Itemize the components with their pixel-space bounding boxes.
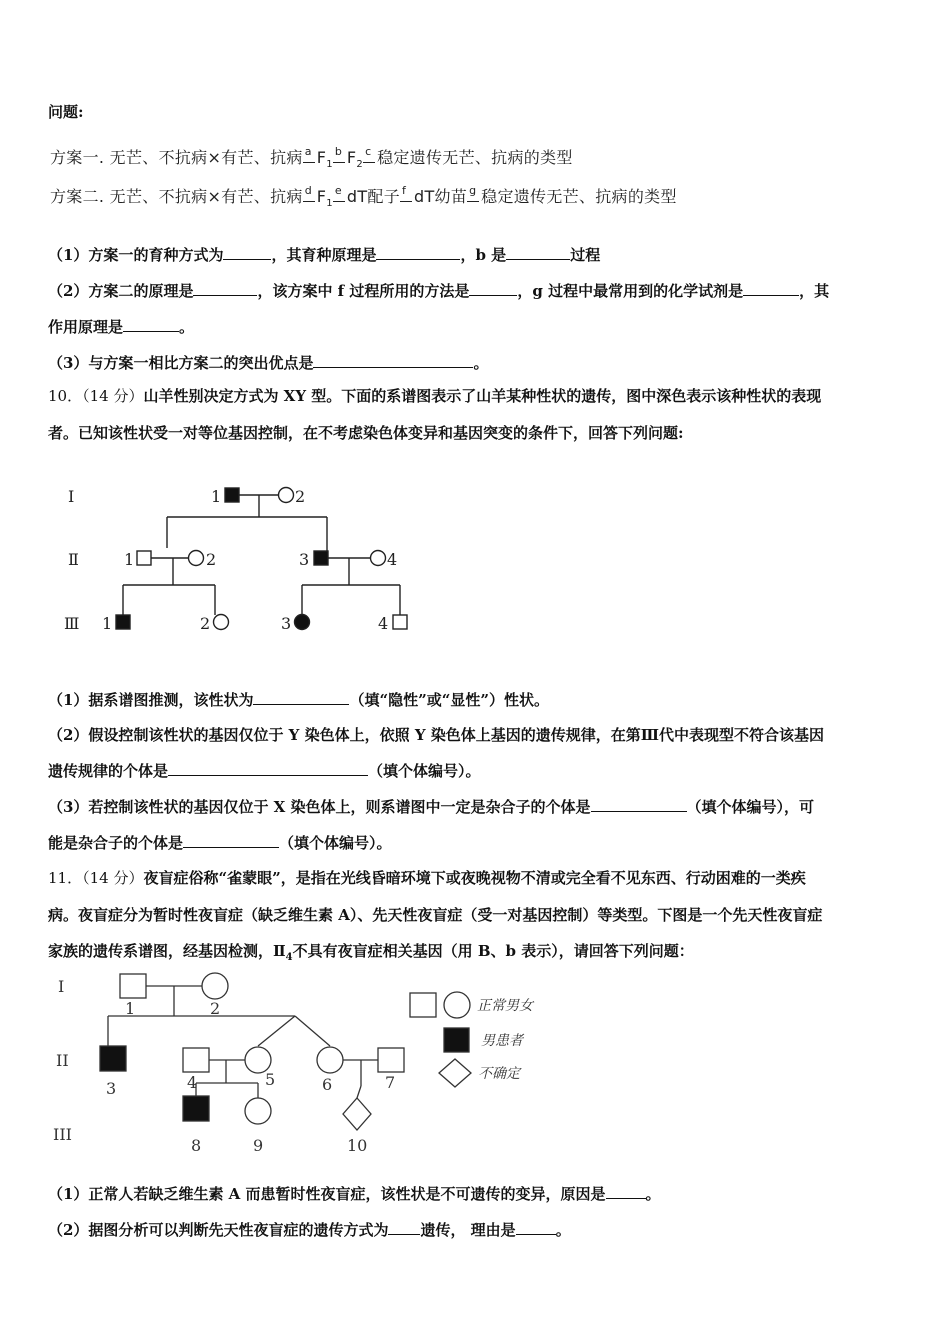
svg-text:4: 4 [187,1073,198,1092]
q9-part1: （1）方案一的育种方式为 ，其育种原理是 ，b 是 过程 [48,246,601,264]
arrow-f: f [400,190,414,206]
q11-stem-line1: 11．（14 分）夜盲症俗称“雀蒙眼”，是指在光线昏暗环境下或夜晚视物不清或完全看不见东西、行动困难的一类疾 [48,869,806,887]
svg-text:5: 5 [265,1070,276,1089]
q10-iii4-male [393,615,407,629]
scheme-two-start: 方案二. 无芒、不抗病×有芒、抗病 [50,187,303,206]
svg-text:1: 1 [125,999,136,1018]
q10-ii3-affected-male [314,551,328,565]
q10-pedigree [50,475,430,645]
arrow-b: b [333,151,347,167]
legend-normal-male-icon [410,993,436,1017]
scheme-one: 方案一. 无芒、不抗病×有芒、抗病 a $F_1$ b $F_2$ c 稳定遗传无芒、抗病的类型 [50,144,573,171]
q11-stem-line2: 病。夜盲症分为暂时性夜盲症（缺乏维生素 A）、先天性夜盲症（受一对基因控制）等类型。下图是一个先天性夜盲症 [48,906,823,924]
q11-number: 11．（14 分） [48,869,144,887]
arrow-d: d [303,190,317,206]
q10-part3: （3）若控制该性状的基因仅位于 X 染色体上，则系谱图中一定是杂合子的个体是 （填个体编号），可 [48,798,815,816]
svg-text:1: 1 [124,550,135,569]
q10-number: 10．（14 分） [48,387,144,405]
svg-text:6: 6 [322,1075,333,1094]
q11-i1-male [120,974,146,998]
q10-stem-line2: 者。已知该性状受一对等位基因控制，在不考虑染色体变异和基因突变的条件下，回答下列问题: [48,424,684,442]
q11-ii6-female [317,1047,343,1073]
svg-text:1: 1 [211,487,222,506]
q9-part2-cont: 作用原理是 。 [48,318,195,336]
q10-gen-label-2: Ⅱ [68,550,79,569]
q11-stem-line3: 家族的遗传系谱图，经基因检测，$Ⅱ_4$不具有夜盲症相关基因（用 B、b 表示），请回答下列问题： [48,942,694,963]
svg-text:7: 7 [385,1073,396,1092]
svg-text:4: 4 [378,614,389,633]
q11-iii8-affected-male [183,1096,209,1121]
q11-pedigree [45,968,605,1168]
scheme-one-start: 方案一. 无芒、不抗病×有芒、抗病 [50,148,303,167]
legend-affected-male-icon [444,1028,469,1052]
q11-ii3-affected-male [100,1046,126,1071]
svg-text:3: 3 [106,1079,117,1098]
svg-text:2: 2 [295,487,306,506]
q11-i2-female [202,973,228,999]
intro-label: 问题: [48,103,84,121]
q10-part2: （2）假设控制该性状的基因仅位于 Y 染色体上，依照 Y 染色体上基因的遗传规律，在第Ⅲ代中表现型不符合该基因 [48,726,825,744]
q11-part1: （1）正常人若缺乏维生素 A 而患暂时性夜盲症，该性状是不可遗传的变异，原因是 。 [48,1185,661,1203]
q9-part3: （3）与方案一相比方案二的突出优点是 。 [48,354,489,372]
scheme-two: 方案二. 无芒、不抗病×有芒、抗病 d $F_1$ e dT配子 f dT幼苗 g 稳定遗传无芒、抗病的类型 [50,183,677,210]
q11-gen-label-3: III [53,1125,72,1144]
q11-iii10-uncertain [343,1098,371,1130]
q10-i1-affected-male [225,488,239,502]
q10-ii2-female [189,551,204,566]
legend-normal-female-icon [444,992,470,1018]
arrow-a: a [303,151,317,167]
svg-text:2: 2 [206,550,217,569]
q11-ii4-male [183,1048,209,1072]
q10-ii1-male [137,551,151,565]
q11-ii7-male [378,1048,404,1072]
svg-text:3: 3 [299,550,310,569]
q10-ii4-female [371,551,386,566]
legend-uncertain-label: 不确定 [478,1066,520,1082]
svg-text:9: 9 [253,1136,264,1155]
arrow-e: e [333,190,347,206]
q9-part2: （2）方案二的原理是 ，该方案中 f 过程所用的方法是 ，g 过程中最常用到的化学试剂是 ，其 [48,282,830,300]
svg-text:10: 10 [347,1136,368,1155]
svg-text:3: 3 [281,614,292,633]
q10-gen-label-3: Ⅲ [64,614,80,633]
scheme-two-end: 稳定遗传无芒、抗病的类型 [481,187,677,206]
q10-iii2-female [214,615,229,630]
arrow-c: c [363,151,377,167]
legend-uncertain-icon [439,1059,471,1087]
q10-part2-cont: 遗传规律的个体是 （填个体编号）。 [48,762,481,780]
q10-i2-female [279,488,294,503]
scheme-one-end: 稳定遗传无芒、抗病的类型 [377,148,573,167]
svg-text:2: 2 [200,614,211,633]
q10-part1: （1）据系谱图推测，该性状为 （填“隐性”或“显性”）性状。 [48,691,549,709]
svg-text:8: 8 [191,1136,202,1155]
svg-text:2: 2 [210,999,221,1018]
q11-gen-label-2: II [56,1051,69,1070]
q11-gen-label-1: I [58,977,65,996]
q10-iii3-affected-female [295,615,310,630]
q11-part2: （2）据图分析可以判断先天性夜盲症的遗传方式为 遗传， 理由是 。 [48,1221,571,1239]
q11-iii9-female [245,1098,271,1124]
legend-affected-label: 男患者 [481,1033,523,1049]
q10-gen-label-1: Ⅰ [68,487,75,506]
q10-iii1-affected-male [116,615,130,629]
q10-part3-cont: 能是杂合子的个体是 （填个体编号）。 [48,834,392,852]
q10-stem-line1: 10．（14 分）山羊性别决定方式为 XY 型。下面的系谱图表示了山羊某种性状的遗传，图中深色表示该种性状的表现 [48,387,822,405]
svg-text:4: 4 [387,550,398,569]
legend-normal-label: 正常男女 [477,998,533,1014]
arrow-g: g [467,190,481,206]
svg-text:1: 1 [102,614,113,633]
